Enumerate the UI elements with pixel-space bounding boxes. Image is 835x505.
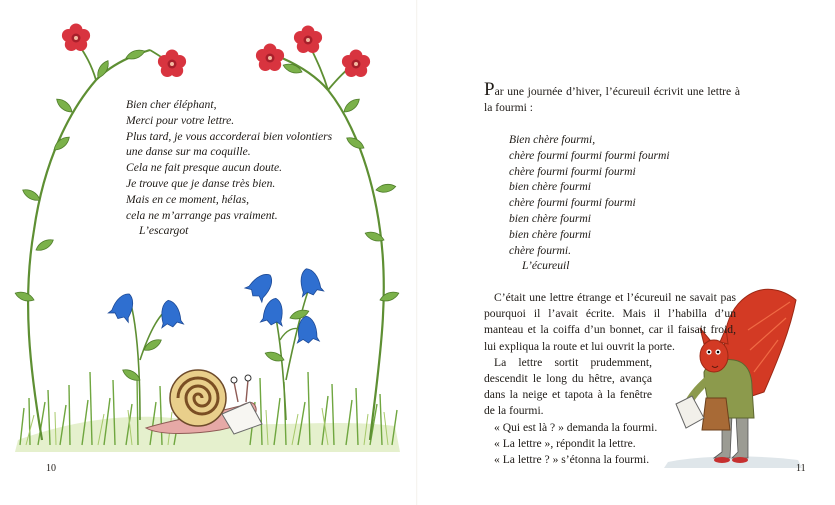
dialogue-line: « La lettre », répondit la lettre.	[494, 436, 636, 450]
snail	[146, 370, 262, 434]
dialogue-line: « Qui est là ? » demanda la fourmi.	[494, 420, 658, 434]
snail-letter-line: cela ne m’arrange pas vraiment.	[126, 208, 278, 222]
snail-letter-line: Merci pour votre lettre.	[126, 113, 235, 127]
squirrel-letter-line: bien chère fourmi	[509, 211, 591, 225]
story-text	[484, 290, 736, 468]
bellflowers-right	[244, 266, 324, 420]
story-paragraph-2: La lettre sortit prudemment, descendit le long du hêtre, avança dans la neige et tapota à la fenêtre de la fourmi.	[484, 355, 652, 418]
garden-illustration	[0, 0, 417, 505]
snail-letter-signature: L’escargot	[139, 224, 189, 238]
snail-letter	[126, 97, 332, 239]
squirrel-letter-line: chère fourmi.	[509, 243, 572, 257]
snail-letter-line: Mais en ce moment, hélas,	[126, 192, 249, 206]
squirrel-letter-line: chère fourmi fourmi fourmi	[509, 164, 636, 178]
squirrel-letter-line: chère fourmi fourmi fourmi	[509, 196, 636, 210]
page-number-left: 10	[46, 463, 56, 474]
squirrel-letter-line: bien chère fourmi	[509, 180, 591, 194]
snail-letter-line: Bien cher éléphant,	[126, 98, 217, 111]
right-page	[418, 0, 835, 505]
squirrel-letter	[509, 132, 670, 274]
story-paragraph-1: C’était une lettre étrange et l’écureuil ne savait pas pourquoi il l’avait écrite. Mais il l’habilla d’un manteau et la coiffa d’un bonnet, car il faisait froid, lui expliqua la route et lui ouvrit la porte.	[484, 291, 736, 353]
squirrel-letter-line: bien chère fourmi	[509, 227, 591, 241]
squirrel-letter-line: Bien chère fourmi,	[509, 133, 596, 146]
snail-letter-line: Cela ne fait presque aucun doute.	[126, 161, 283, 175]
snail-letter-line: Je trouve que je danse très bien.	[126, 176, 276, 190]
squirrel-letter-signature: L’écureuil	[522, 259, 570, 273]
snail-letter-line: une danse sur ma coquille.	[126, 145, 251, 159]
intro-text: ar une journée d’hiver, l’écureuil écrivit une lettre à la fourmi :	[484, 85, 740, 115]
left-page	[0, 0, 417, 505]
squirrel-letter-line: chère fourmi fourmi fourmi fourmi	[509, 148, 670, 162]
page-number-right: 11	[796, 463, 806, 474]
drop-cap: P	[484, 79, 495, 100]
intro-paragraph	[484, 79, 740, 116]
dialogue-line: « La lettre ? » s’étonna la fourmi.	[494, 453, 650, 467]
snail-letter-line: Plus tard, je vous accorderai bien volontiers	[126, 129, 333, 143]
